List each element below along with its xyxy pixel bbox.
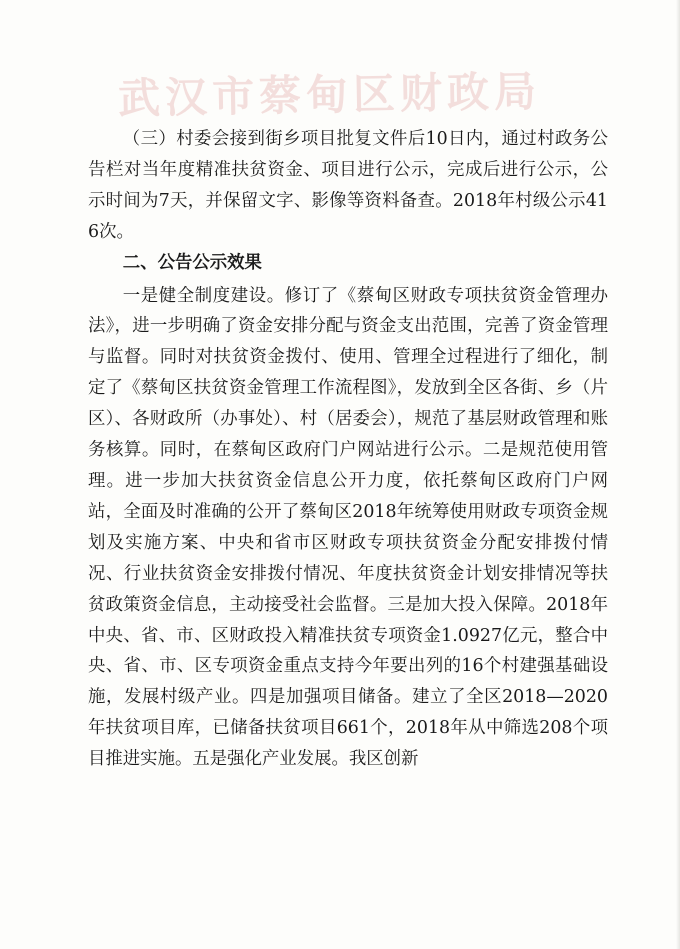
paragraph-effects: 一是健全制度建设。修订了《蔡甸区财政专项扶贫资金管理办法》，进一步明确了资金安排分配与资金支出范围，完善了资金管理与监督。同时对扶贫资金拨付、使用、管理全过程进行了细化，制定了《蔡甸区扶贫资金管理工作流程图》，发放到全区各街、乡（片区）、各财政所（办事处）、村（居委会），规范了基层财政管理和账务核算。同时，在蔡甸区政府门户网站进行公示。二是规范使用管理。进一步加大扶贫资金信息公开力度，依托蔡甸区政府门户网站，全面及时准确的公开了蔡甸区2018年统筹使用财政专项资金规划及实施方案、中央和省市区财政专项扶贫资金分配安排拨付情况、行业扶贫资金安排拨付情况、年度扶贫资金计划安排情况等扶贫政策资金信息，主动接受社会监督。三是加大投入保障。2018年中央、省、市、区财政投入精准扶贫专项资金1.0927亿元，整合中央、省、市、区专项资金重点支持今年要出列的16个村建强基础设施，发展村级产业。四是加强项目储备。建立了全区2018—2020年扶贫项目库，已储备扶贫项目661个，2018年从中筛选208个项目推进实施。五是强化产业发展。我区创新 <box>88 285 608 770</box>
section-heading: 二、公告公示效果 <box>122 252 262 273</box>
paragraph-publicity: （三）村委会接到街乡项目批复文件后10日内，通过村政务公告栏对当年度精准扶贫资金、项目进行公示，完成后进行公示，公示时间为7天，并保留文字、影像等资料备查。2018年村级公示416次。 <box>88 129 608 242</box>
scan-edge <box>676 0 680 949</box>
document-body <box>88 124 608 775</box>
official-seal-watermark: 武汉市蔡甸区财政局 <box>117 66 542 124</box>
